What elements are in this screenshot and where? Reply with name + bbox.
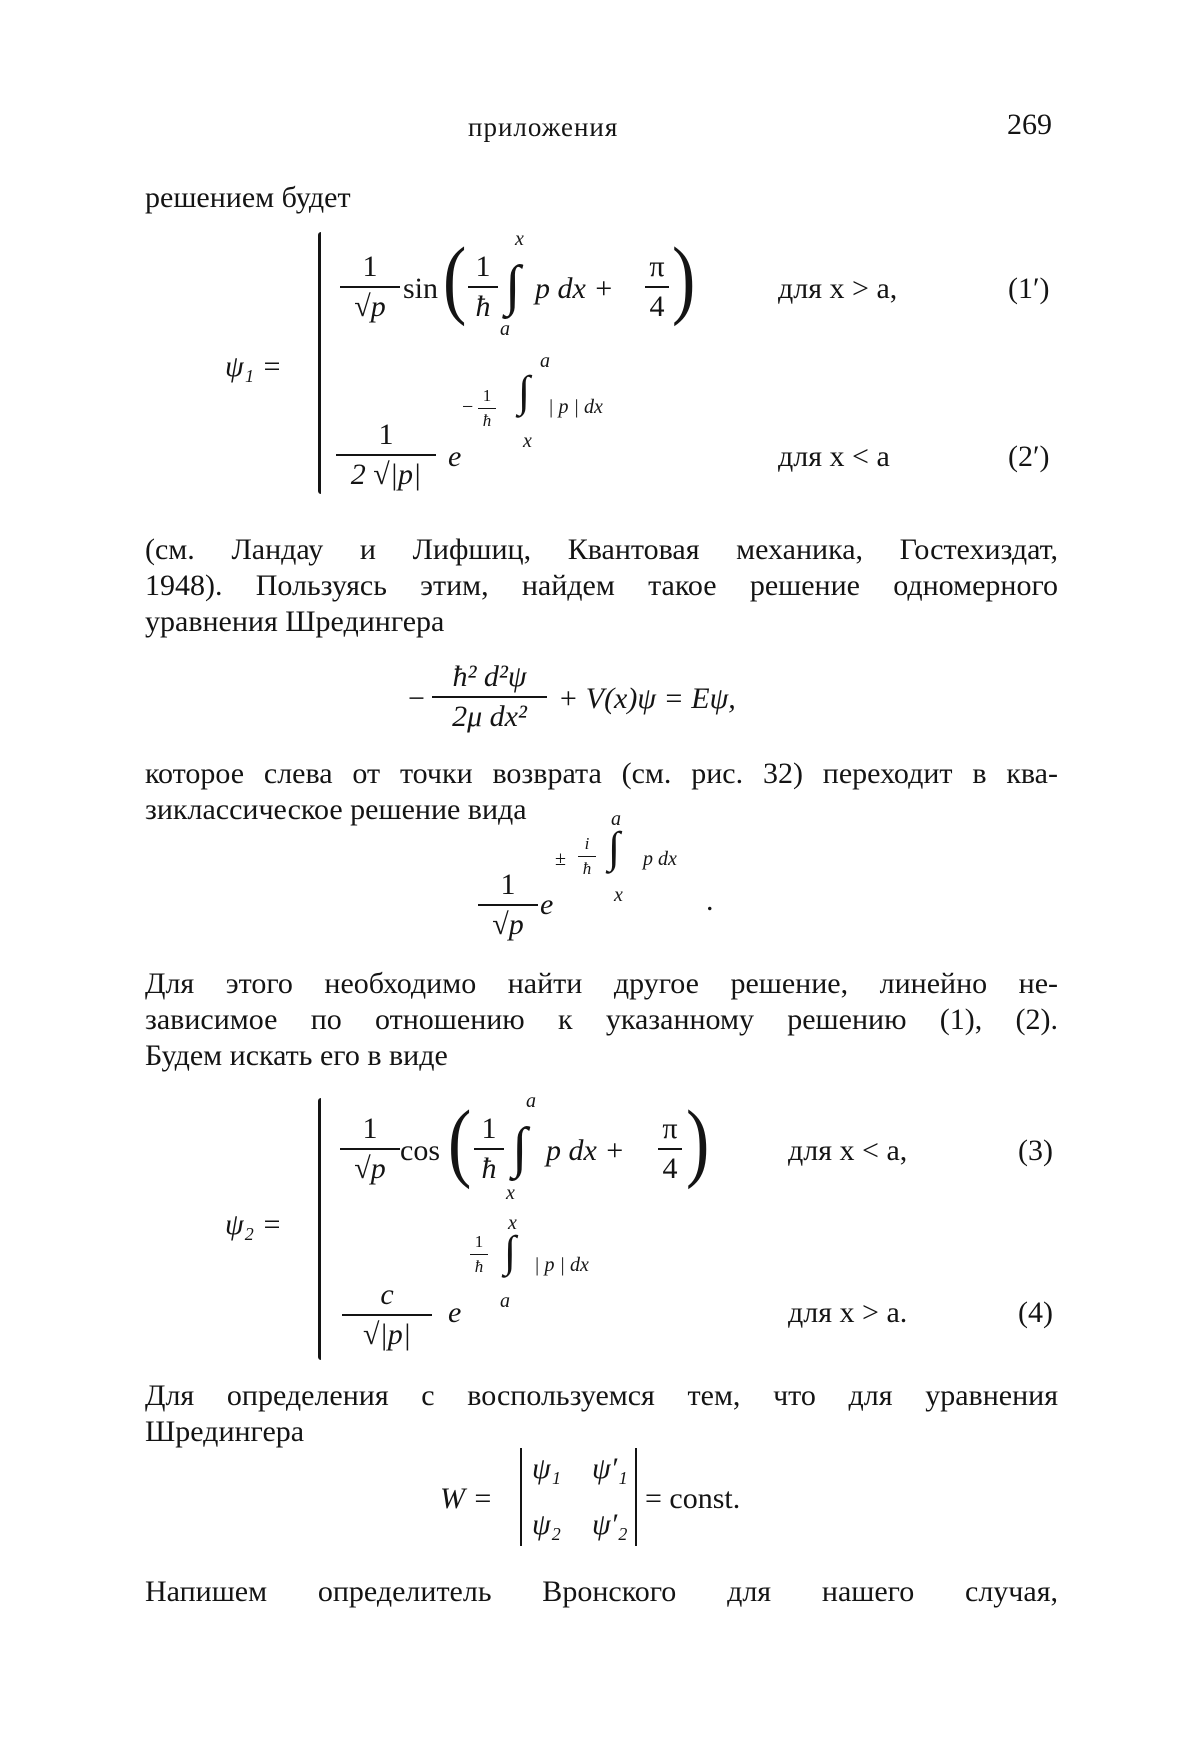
inv-hbar-fraction: 1 ħ — [474, 1112, 504, 1186]
matrix-a22: ψ′₂ — [592, 1508, 628, 1541]
page-number: 269 — [1007, 108, 1052, 141]
exp-base: e — [448, 440, 462, 473]
exp-fraction: 1 ħ — [470, 1232, 488, 1277]
left-brace — [318, 1098, 321, 1360]
condition: для x > a, — [778, 272, 898, 305]
lower-limit: a — [500, 318, 510, 340]
text-line: решением будет — [145, 181, 351, 214]
coef-fraction: 1 √p — [340, 250, 400, 324]
matrix-a11: ψ₁ — [532, 1452, 562, 1485]
upper-limit: a — [526, 1090, 536, 1112]
integral-sign: ∫ — [505, 255, 521, 317]
text-line: Шредингера — [145, 1415, 305, 1448]
right-paren: ) — [672, 231, 696, 328]
eq-lhs: ψ₂ = — [225, 1208, 282, 1241]
text-line: Будем искать его в виде — [145, 1039, 448, 1072]
matrix-a21: ψ₂ — [532, 1508, 562, 1541]
integral-sign: ∫ — [512, 1117, 528, 1179]
text-line: Для этого необходимо найти другое решение, линейно не- — [145, 967, 1058, 1000]
left-paren: ( — [448, 1094, 472, 1191]
pi-quarter-fraction: π 4 — [658, 1112, 682, 1186]
inv-hbar-fraction: 1 ħ — [468, 250, 498, 324]
cos-function: cos — [400, 1134, 440, 1167]
exp-integrand: | p | dx — [548, 396, 603, 418]
determinant-right-bar — [635, 1448, 637, 1546]
lower-limit: a — [500, 1290, 510, 1312]
integral-sign: ∫ — [608, 823, 621, 872]
integrand: p dx + — [535, 272, 614, 305]
lower-limit: x — [614, 884, 623, 906]
right-paren: ) — [686, 1094, 710, 1191]
exp-base: e — [540, 888, 554, 921]
condition: для x < a, — [788, 1134, 908, 1167]
upper-limit: x — [515, 228, 524, 250]
eq-lhs: W = — [440, 1482, 493, 1515]
running-header: приложения — [468, 112, 619, 142]
text-line: уравнения Шредингера — [145, 605, 445, 638]
upper-limit: a — [540, 350, 550, 372]
integrand: p dx + — [546, 1134, 625, 1167]
coef-fraction: c √|p| — [342, 1278, 432, 1352]
equation-number: (3) — [1018, 1134, 1053, 1167]
kinetic-fraction: ħ² d²ψ 2μ dx² — [432, 660, 547, 734]
integral-sign: ∫ — [504, 1227, 517, 1276]
text-line: которое слева от точки возврата (см. рис. 32) переходит в ква- — [145, 757, 1058, 790]
period: . — [706, 884, 714, 917]
potential-term: + V(x)ψ = Eψ, — [558, 682, 736, 715]
condition: для x < a — [778, 440, 890, 473]
condition: для x > a. — [788, 1296, 908, 1329]
coef-fraction: 1 √p — [340, 1112, 400, 1186]
matrix-a12: ψ′₁ — [592, 1452, 628, 1485]
exp-integrand: p dx — [643, 848, 677, 870]
left-brace — [318, 232, 321, 494]
minus-sign: − — [408, 682, 425, 715]
integral-sign: ∫ — [518, 367, 531, 416]
text-line: зиклассическое решение вида — [145, 793, 527, 826]
lower-limit: x — [506, 1182, 515, 1204]
text-line: 1948). Пользуясь этим, найдем такое решение одномерного — [145, 569, 1058, 602]
equation-number: (4) — [1018, 1296, 1053, 1329]
sin-function: sin — [403, 272, 439, 305]
coef-fraction: 1 2 √|p| — [336, 418, 436, 492]
exp-sign: − — [462, 396, 474, 418]
equation-number: (1′) — [1008, 272, 1050, 305]
lower-limit: x — [523, 430, 532, 452]
exp-fraction: i ħ — [578, 834, 596, 879]
determinant-left-bar — [520, 1448, 522, 1546]
pi-quarter-fraction: π 4 — [645, 250, 669, 324]
text-line: (см. Ландау и Лифшиц, Квантовая механика, Гостехиздат, — [145, 533, 1058, 566]
exp-fraction: 1 ħ — [478, 386, 496, 431]
coef-fraction: 1 √p — [478, 868, 538, 942]
upper-limit: x — [508, 1212, 517, 1234]
left-paren: ( — [443, 231, 467, 328]
upper-limit: a — [611, 808, 621, 830]
text-line: Напишем определитель Вронского для нашего случая, — [145, 1575, 1058, 1608]
text-line: зависимое по отношению к указанному решению (1), (2). — [145, 1003, 1058, 1036]
eq-rhs: = const. — [645, 1482, 741, 1515]
exp-plusminus: ± — [555, 848, 566, 870]
exp-base: e — [448, 1296, 462, 1329]
exp-integrand: | p | dx — [534, 1254, 589, 1276]
equation-number: (2′) — [1008, 440, 1050, 473]
eq-lhs: ψ₁ = — [225, 350, 282, 383]
text-line: Для определения c воспользуемся тем, что для уравнения — [145, 1379, 1058, 1412]
